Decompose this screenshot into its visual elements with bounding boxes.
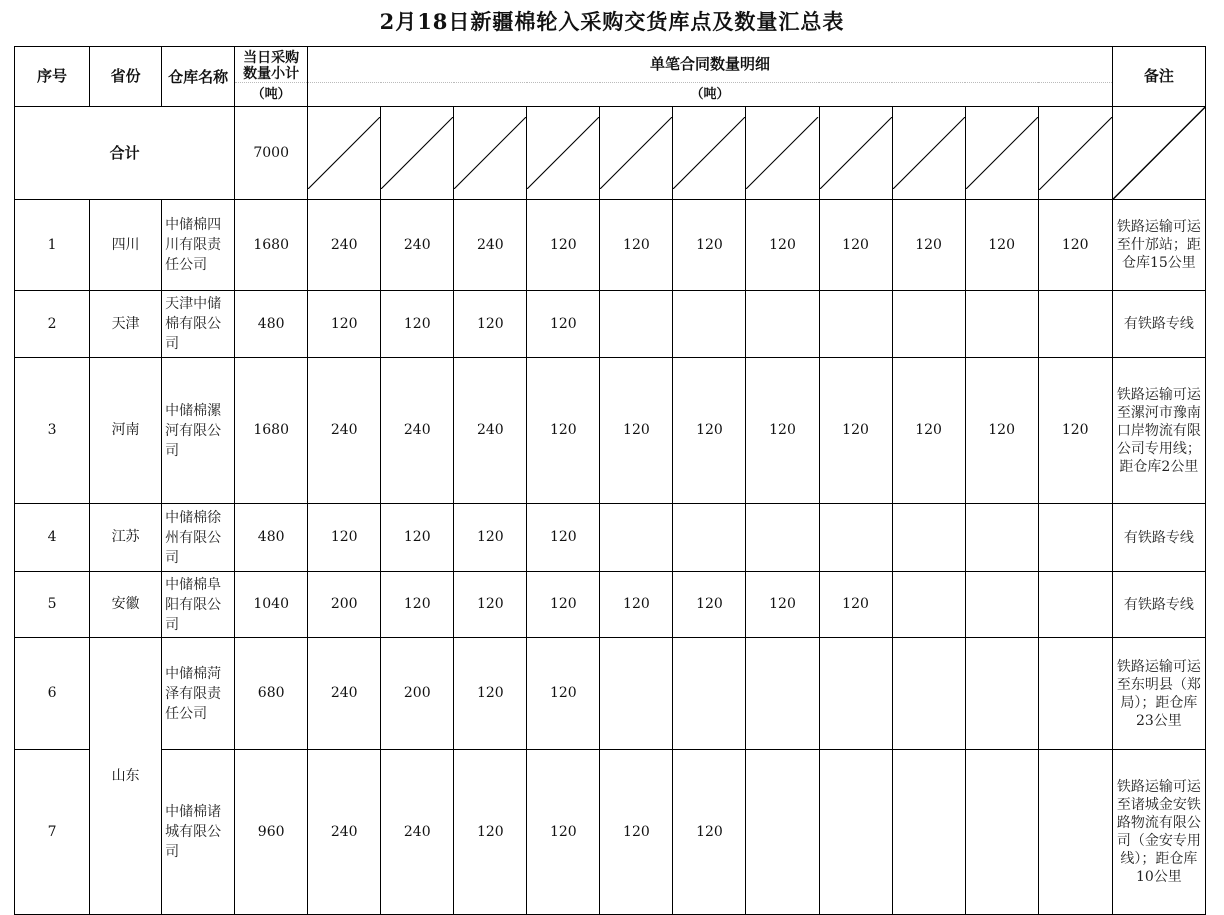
detail-cell — [673, 504, 746, 572]
row-subtotal: 1040 — [235, 572, 308, 638]
detail-cell: 120 — [527, 200, 600, 291]
diagonal-cell — [819, 107, 892, 200]
detail-cell: 120 — [600, 750, 673, 915]
row-warehouse: 中储棉徐州有限公司 — [162, 504, 235, 572]
row-seq: 4 — [15, 504, 90, 572]
row-seq: 2 — [15, 291, 90, 358]
detail-cell — [965, 572, 1038, 638]
detail-cell: 120 — [673, 200, 746, 291]
detail-cell: 120 — [965, 200, 1038, 291]
detail-cell: 120 — [965, 358, 1038, 504]
detail-cell: 120 — [527, 750, 600, 915]
detail-cell: 240 — [454, 200, 527, 291]
detail-cell — [600, 638, 673, 750]
detail-cell: 120 — [892, 200, 965, 291]
detail-cell: 120 — [746, 572, 819, 638]
header-subtotal — [235, 47, 308, 83]
detail-cell — [673, 638, 746, 750]
diagonal-cell — [1112, 107, 1205, 200]
diagonal-cell — [454, 107, 527, 200]
detail-cell: 120 — [892, 358, 965, 504]
detail-cell — [1038, 750, 1112, 915]
detail-cell — [819, 504, 892, 572]
row-warehouse: 中储棉漯河有限公司 — [162, 358, 235, 504]
row-warehouse: 中储棉诸城有限公司 — [162, 750, 235, 915]
detail-cell — [746, 504, 819, 572]
diagonal-cell — [673, 107, 746, 200]
header-detail-unit: （吨） — [308, 83, 1113, 107]
header-detail: 单笔合同数量明细 — [308, 47, 1113, 83]
row-province: 河南 — [90, 358, 162, 504]
detail-cell: 120 — [746, 200, 819, 291]
detail-cell: 120 — [454, 504, 527, 572]
detail-cell: 120 — [746, 358, 819, 504]
total-label: 合计 — [15, 107, 235, 200]
table-row — [15, 572, 1206, 638]
row-subtotal: 680 — [235, 638, 308, 750]
row-warehouse: 天津中储棉有限公司 — [162, 291, 235, 358]
total-value: 7000 — [235, 107, 308, 200]
detail-cell — [965, 291, 1038, 358]
row-remark: 有铁路专线 — [1112, 291, 1205, 358]
row-remark: 有铁路专线 — [1112, 572, 1205, 638]
row-province: 安徽 — [90, 572, 162, 638]
summary-table — [14, 46, 1206, 915]
detail-cell: 120 — [819, 572, 892, 638]
header-province: 省份 — [90, 47, 162, 107]
detail-cell: 240 — [308, 358, 381, 504]
diagonal-cell — [308, 107, 381, 200]
detail-cell — [892, 638, 965, 750]
detail-cell: 120 — [381, 572, 454, 638]
row-subtotal: 480 — [235, 504, 308, 572]
detail-cell — [1038, 291, 1112, 358]
row-subtotal: 960 — [235, 750, 308, 915]
detail-cell — [819, 291, 892, 358]
diagonal-cell — [892, 107, 965, 200]
row-province: 山东 — [90, 638, 162, 915]
detail-cell: 200 — [308, 572, 381, 638]
diagonal-cell — [965, 107, 1038, 200]
table-row — [15, 358, 1206, 504]
detail-cell: 240 — [381, 200, 454, 291]
row-remark: 铁路运输可运至诸城金安铁路物流有限公司（金安专用线）；距仓库10公里 — [1112, 750, 1205, 915]
detail-cell: 120 — [673, 750, 746, 915]
table-row — [15, 200, 1206, 291]
row-warehouse: 中储棉四川有限责任公司 — [162, 200, 235, 291]
detail-cell: 240 — [308, 638, 381, 750]
detail-cell — [892, 750, 965, 915]
diagonal-cell — [381, 107, 454, 200]
row-seq: 6 — [15, 638, 90, 750]
total-row — [15, 107, 1206, 200]
row-remark: 铁路运输可运至什邡站；距仓库15公里 — [1112, 200, 1205, 291]
diagonal-cell — [1038, 107, 1112, 200]
detail-cell: 120 — [819, 200, 892, 291]
detail-cell — [1038, 504, 1112, 572]
detail-cell: 240 — [454, 358, 527, 504]
detail-cell: 120 — [454, 572, 527, 638]
detail-cell: 120 — [1038, 200, 1112, 291]
detail-cell — [965, 504, 1038, 572]
header-subtotal-line2: 数量小计 — [243, 65, 300, 82]
row-seq: 7 — [15, 750, 90, 915]
detail-cell: 240 — [381, 750, 454, 915]
detail-cell — [892, 572, 965, 638]
row-seq: 1 — [15, 200, 90, 291]
detail-cell — [819, 638, 892, 750]
detail-cell: 120 — [600, 358, 673, 504]
detail-cell: 240 — [308, 200, 381, 291]
detail-cell: 240 — [308, 750, 381, 915]
row-subtotal: 1680 — [235, 200, 308, 291]
detail-cell — [965, 638, 1038, 750]
detail-cell: 120 — [454, 750, 527, 915]
row-warehouse: 中储棉阜阳有限公司 — [162, 572, 235, 638]
table-row — [15, 504, 1206, 572]
page-title: 2月18日新疆棉轮入采购交货库点及数量汇总表 — [379, 9, 845, 34]
row-warehouse: 中储棉菏泽有限责任公司 — [162, 638, 235, 750]
detail-cell — [746, 291, 819, 358]
detail-cell — [819, 750, 892, 915]
row-remark: 有铁路专线 — [1112, 504, 1205, 572]
detail-cell: 120 — [600, 572, 673, 638]
row-seq: 3 — [15, 358, 90, 504]
header-subtotal-line1: 当日采购 — [243, 49, 300, 66]
row-subtotal: 1680 — [235, 358, 308, 504]
detail-cell — [1038, 572, 1112, 638]
detail-cell: 120 — [673, 572, 746, 638]
row-province: 四川 — [90, 200, 162, 291]
detail-cell: 120 — [381, 504, 454, 572]
detail-cell: 120 — [527, 358, 600, 504]
header-warehouse: 仓库名称 — [162, 47, 235, 107]
diagonal-cell — [600, 107, 673, 200]
detail-cell: 120 — [1038, 358, 1112, 504]
row-subtotal: 480 — [235, 291, 308, 358]
detail-cell — [600, 291, 673, 358]
detail-cell: 120 — [673, 358, 746, 504]
detail-cell: 120 — [308, 291, 381, 358]
diagonal-cell — [746, 107, 819, 200]
detail-cell: 120 — [527, 572, 600, 638]
detail-cell: 120 — [527, 504, 600, 572]
detail-cell — [892, 291, 965, 358]
header-seq: 序号 — [15, 47, 90, 107]
detail-cell: 120 — [527, 291, 600, 358]
detail-cell — [746, 750, 819, 915]
table-row — [15, 638, 1206, 750]
header-subtotal-unit: （吨） — [235, 83, 308, 107]
detail-cell: 120 — [454, 291, 527, 358]
detail-cell: 120 — [308, 504, 381, 572]
header-remark: 备注 — [1112, 47, 1205, 107]
row-remark: 铁路运输可运至漯河市豫南口岸物流有限公司专用线；距仓库2公里 — [1112, 358, 1205, 504]
detail-cell — [746, 638, 819, 750]
detail-cell — [600, 504, 673, 572]
table-row — [15, 750, 1206, 915]
detail-cell: 120 — [381, 291, 454, 358]
row-province: 江苏 — [90, 504, 162, 572]
detail-cell — [673, 291, 746, 358]
row-seq: 5 — [15, 572, 90, 638]
detail-cell: 200 — [381, 638, 454, 750]
detail-cell: 120 — [819, 358, 892, 504]
detail-cell — [1038, 638, 1112, 750]
row-remark: 铁路运输可运至东明县（郑局）；距仓库23公里 — [1112, 638, 1205, 750]
diagonal-cell — [527, 107, 600, 200]
detail-cell: 240 — [381, 358, 454, 504]
row-province: 天津 — [90, 291, 162, 358]
detail-cell — [892, 504, 965, 572]
detail-cell: 120 — [600, 200, 673, 291]
detail-cell — [965, 750, 1038, 915]
table-row — [15, 291, 1206, 358]
detail-cell: 120 — [527, 638, 600, 750]
detail-cell: 120 — [454, 638, 527, 750]
header-row — [15, 47, 1206, 83]
